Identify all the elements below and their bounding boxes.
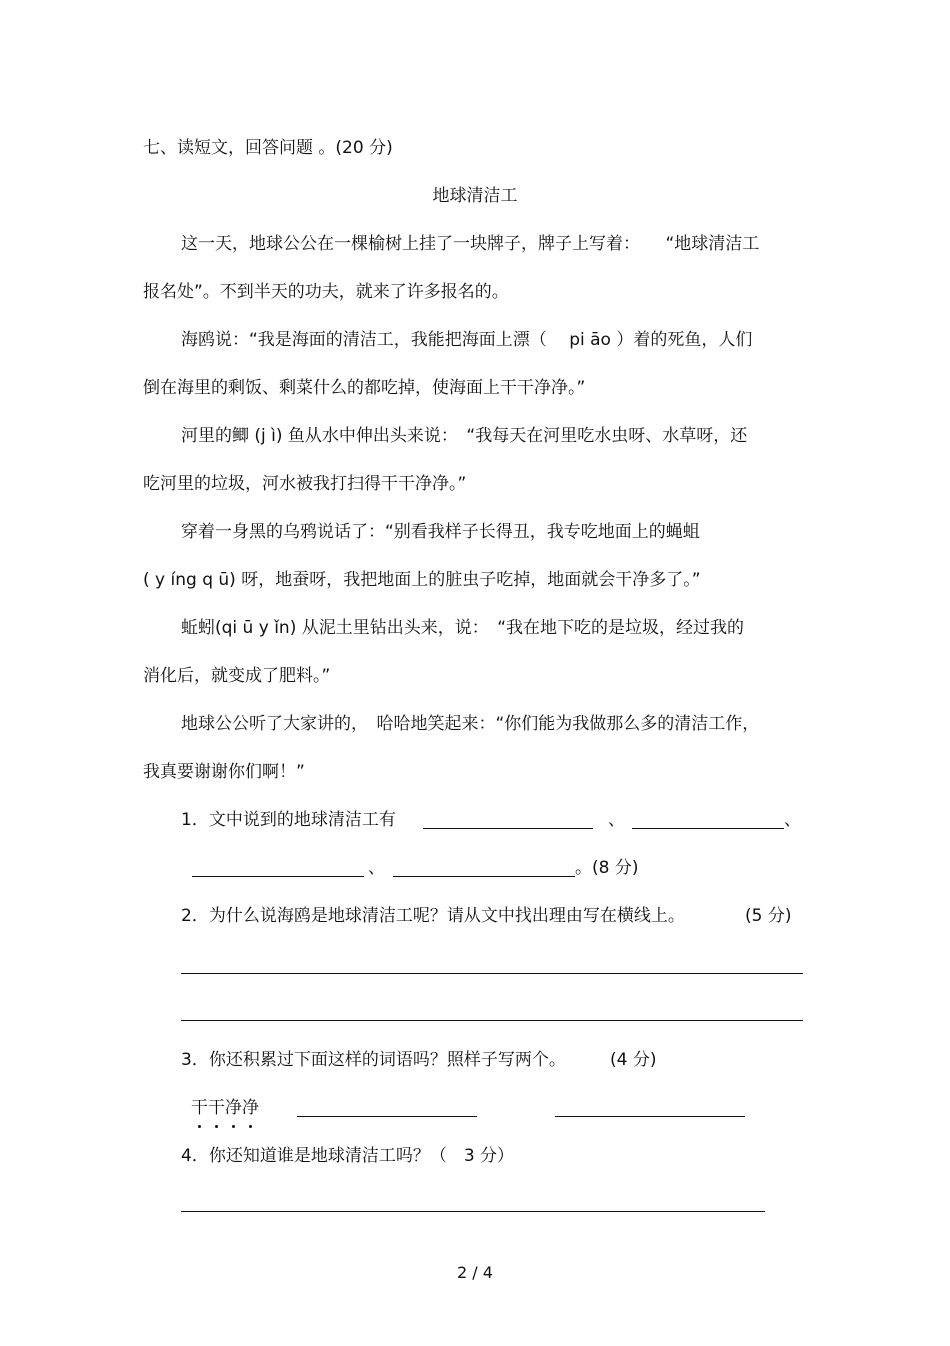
question-1-score: 。(8 分) (575, 858, 639, 878)
example-word-text: 干干净净 (191, 1097, 259, 1119)
answer-blank-3b[interactable] (555, 1116, 745, 1117)
separator: 、 (608, 810, 625, 830)
separator: 、 (784, 810, 801, 830)
passage-line: 海鸥说：“我是海面的清洁工，我能把海面上漂（ pi āo ）着的死鱼，人们 (181, 330, 753, 350)
question-3-prompt: 3．你还积累过下面这样的词语吗？照样子写两个。 (181, 1050, 566, 1070)
passage-title: 地球清洁工 (432, 186, 518, 206)
answer-blank-1[interactable] (423, 828, 593, 829)
question-2-score: (5 分) (745, 906, 792, 926)
answer-blank-4[interactable] (393, 876, 575, 877)
answer-blank-3[interactable] (192, 876, 364, 877)
answer-line-4[interactable] (181, 1211, 765, 1212)
passage-line: ( y íng q ū) 呀，地蚕呀，我把地面上的脏虫子吃掉，地面就会干净多了。” (143, 570, 701, 590)
passage-line: 穿着一身黑的乌鸦说话了：“别看我样子长得丑，我专吃地面上的蝇蛆 (181, 522, 700, 542)
passage-line: 消化后，就变成了肥料。” (143, 666, 331, 686)
passage-line: 地球公公听了大家讲的， 哈哈地笑起来：“你们能为我做那么多的清洁工作， (181, 714, 760, 734)
passage-line: 吃河里的垃圾，河水被我打扫得干干净净。” (143, 474, 467, 494)
emphasis-dot (198, 1125, 201, 1128)
question-1-prompt: 1．文中说到的地球清洁工有 (181, 810, 396, 830)
passage-line: 我真要谢谢你们啊！” (143, 762, 305, 782)
emphasis-dot (215, 1125, 218, 1128)
passage-line: 这一天，地球公公在一棵榆树上挂了一块牌子，牌子上写着： “地球清洁工 (181, 234, 760, 254)
answer-blank-3a[interactable] (297, 1116, 477, 1117)
passage-line: 蚯蚓(qi ū y ǐn) 从泥土里钻出头来，说： “我在地下吃的是垃圾，经过我的 (181, 618, 745, 638)
passage-line: 报名处”。不到半天的功夫，就来了许多报名的。 (143, 282, 509, 302)
answer-blank-2[interactable] (632, 828, 784, 829)
section-heading: 七、读短文，回答问题 。(20 分) (143, 138, 393, 158)
question-4-prompt: 4．你还知道谁是地球清洁工吗？（ 3 分） (181, 1146, 515, 1166)
page-number: 2 / 4 (457, 1263, 493, 1282)
emphasis-dot (249, 1125, 252, 1128)
passage-line: 河里的鲫 (j ì) 鱼从水中伸出头来说： “我每天在河里吃水虫呀、水草呀，还 (181, 426, 748, 446)
passage-line: 倒在海里的剩饭、剩菜什么的都吃掉，使海面上干干净净。” (143, 378, 586, 398)
separator: 、 (368, 858, 385, 878)
answer-line-2b[interactable] (181, 1020, 803, 1021)
answer-line-2a[interactable] (181, 973, 803, 974)
emphasis-dot (232, 1125, 235, 1128)
question-2-prompt: 2．为什么说海鸥是地球清洁工呢？请从文中找出理由写在横线上。 (181, 906, 685, 926)
example-word (191, 1097, 259, 1119)
question-3-score: (4 分) (610, 1050, 657, 1070)
